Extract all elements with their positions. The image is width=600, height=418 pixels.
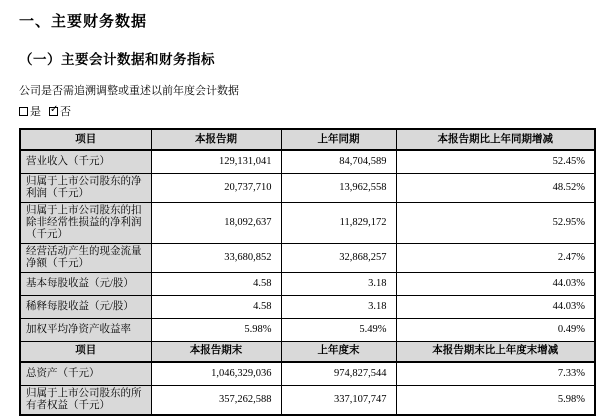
change-value: 7.33% [396,362,595,385]
checkbox-unchecked-icon [19,107,28,116]
current-value: 33,680,852 [151,243,281,272]
current-value: 4.58 [151,272,281,295]
current-value: 1,046,329,036 [151,362,281,385]
prior-value: 337,107,747 [281,385,396,415]
row-label: 基本每股收益（元/股） [20,272,151,295]
restatement-question: 公司是否需追溯调整或重述以前年度会计数据 [19,85,239,97]
change-value: 2.47% [396,243,595,272]
col-header-change-period-end: 本报告期末比上年度末增减 [396,341,595,362]
prior-value: 13,962,558 [281,173,396,202]
prior-value: 11,829,172 [281,202,396,243]
table-row-total-assets [20,362,595,385]
prior-value: 5.49% [281,318,396,341]
col-header-current-period: 本报告期 [151,129,281,150]
current-value: 5.98% [151,318,281,341]
col-header-prior-year-end: 上年度末 [281,341,396,362]
change-value: 48.52% [396,173,595,202]
prior-value: 3.18 [281,272,396,295]
option-no-label: 否 [60,106,71,118]
option-yes-label: 是 [30,106,41,118]
financial-data-table [19,128,596,416]
prior-value: 32,868,257 [281,243,396,272]
col-header-prior-period: 上年同期 [281,129,396,150]
table-row-revenue [20,150,595,173]
table-row-net-profit-excl-nonrecurring [20,202,595,243]
col-header-item: 项目 [20,129,151,150]
current-value: 4.58 [151,295,281,318]
checkbox-checked-icon [49,103,59,116]
table-row-operating-cash-flow [20,243,595,272]
table-row-net-profit [20,173,595,202]
subsection-title: （一）主要会计数据和财务指标 [19,52,215,67]
table-header-row-period-end [20,341,595,362]
col-header-current-period-end: 本报告期末 [151,341,281,362]
change-value: 44.03% [396,295,595,318]
option-no [49,103,71,119]
row-label: 稀释每股收益（元/股） [20,295,151,318]
prior-value: 974,827,544 [281,362,396,385]
change-value: 0.49% [396,318,595,341]
col-header-item: 项目 [20,341,151,362]
row-label: 总资产（千元） [20,362,151,385]
table-row-owners-equity [20,385,595,415]
table-row-basic-eps [20,272,595,295]
table-row-weighted-avg-roe [20,318,595,341]
change-value: 44.03% [396,272,595,295]
row-label: 归属于上市公司股东的扣除非经常性损益的净利润（千元） [20,202,151,243]
col-header-change: 本报告期比上年同期增减 [396,129,595,150]
option-yes [19,103,41,119]
restatement-options [19,103,594,119]
row-label: 经营活动产生的现金流量净额（千元） [20,243,151,272]
section-title: 一、主要财务数据 [19,14,148,30]
current-value: 129,131,041 [151,150,281,173]
table-row-diluted-eps [20,295,595,318]
row-label: 加权平均净资产收益率 [20,318,151,341]
prior-value: 3.18 [281,295,396,318]
change-value: 5.98% [396,385,595,415]
table-header-row-period [20,129,595,150]
current-value: 357,262,588 [151,385,281,415]
row-label: 营业收入（千元） [20,150,151,173]
current-value: 20,737,710 [151,173,281,202]
change-value: 52.95% [396,202,595,243]
prior-value: 84,704,589 [281,150,396,173]
change-value: 52.45% [396,150,595,173]
row-label: 归属于上市公司股东的净利润（千元） [20,173,151,202]
row-label: 归属于上市公司股东的所有者权益（千元） [20,385,151,415]
current-value: 18,092,637 [151,202,281,243]
check-icon: ✓ [50,103,59,115]
